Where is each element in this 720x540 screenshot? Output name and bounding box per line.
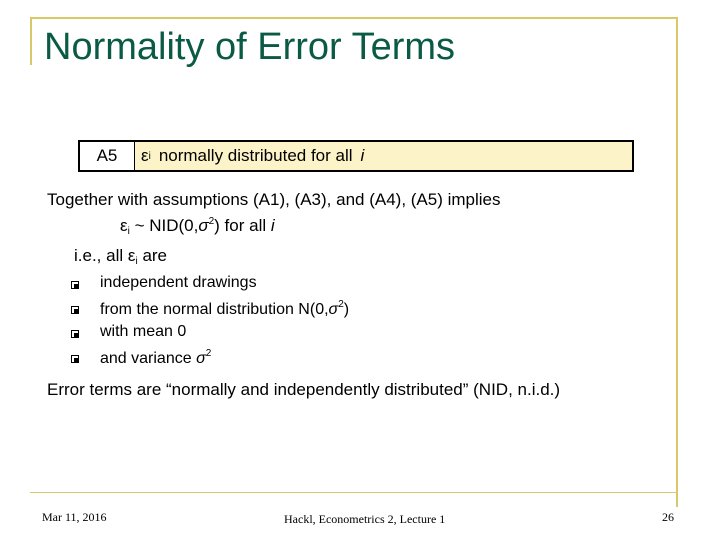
- list-item: [70, 274, 349, 299]
- superscript-2: 2: [338, 298, 344, 310]
- bullet-text: and variance: [100, 349, 192, 367]
- are-text: are: [142, 246, 168, 265]
- text-line-2: [120, 216, 275, 237]
- square-bullet-icon: [71, 281, 79, 289]
- bullet-text: from the normal distribution N(0,: [100, 300, 329, 318]
- frame-top-line: [30, 17, 678, 19]
- bullet-text: independent drawings: [100, 274, 257, 291]
- page-number: 26: [662, 510, 674, 524]
- sigma-symbol: σ: [196, 349, 206, 367]
- epsilon-symbol: ε: [141, 146, 149, 165]
- ie-text: i.e., all: [74, 246, 124, 265]
- text-line-1: Together with assumptions (A1), (A3), and (A4), (A5) implies: [47, 190, 501, 209]
- subscript-i: i: [148, 150, 151, 162]
- sigma-symbol: σ: [328, 300, 339, 318]
- list-item: [70, 348, 349, 373]
- slide-title: Normality of Error Terms: [44, 26, 456, 68]
- bullet-text: with mean 0: [100, 323, 187, 340]
- frame-bottom-line: [30, 492, 678, 493]
- square-bullet-icon: [71, 306, 79, 314]
- assumption-box: [78, 140, 634, 172]
- footer-date: Mar 11, 2016: [42, 510, 107, 524]
- sigma-symbol: σ: [198, 216, 209, 235]
- frame-left-line: [30, 17, 32, 65]
- square-bullet-icon: [71, 330, 79, 338]
- index-i: i: [360, 146, 365, 165]
- square-bullet-icon: [71, 355, 79, 363]
- list-item: [70, 299, 349, 324]
- nid-text: ~ NID(0,: [134, 216, 199, 235]
- superscript-2: 2: [205, 347, 212, 359]
- assumption-text: [135, 142, 632, 170]
- frame-right-line: [676, 17, 678, 507]
- epsilon-symbol: ε: [127, 246, 136, 265]
- assumption-statement: normally distributed for all: [158, 146, 353, 165]
- text-line-4: Error terms are “normally and independently distributed” (NID, n.i.d.): [47, 380, 561, 399]
- for-all-text: ) for all: [214, 216, 267, 235]
- subscript-i: i: [127, 226, 130, 237]
- assumption-id: A5: [80, 142, 135, 170]
- epsilon-symbol: ε: [120, 216, 128, 235]
- superscript-2: 2: [208, 216, 215, 227]
- text-line-3: [74, 246, 167, 267]
- index-i: i: [270, 216, 275, 235]
- bullet-list: [70, 274, 349, 372]
- footer-center: Hackl, Econometrics 2, Lecture 1: [284, 512, 446, 526]
- subscript-i: i: [135, 256, 138, 267]
- closing-paren: ): [343, 300, 350, 318]
- list-item: [70, 323, 349, 348]
